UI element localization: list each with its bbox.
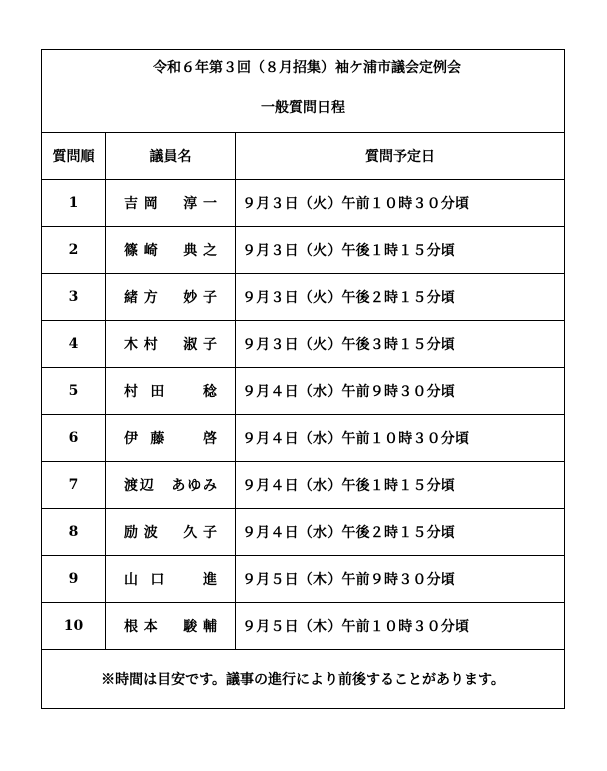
order-cell: 3 xyxy=(42,274,106,321)
date-cell: ９月３日（火）午後１時１５分頃 xyxy=(236,227,565,274)
member-cell: 山口 進 xyxy=(106,556,236,603)
member-cell: 緒方 妙子 xyxy=(106,274,236,321)
order-cell: 5 xyxy=(42,368,106,415)
table-row xyxy=(42,368,565,415)
member-cell: 伊藤 啓 xyxy=(106,415,236,462)
order-cell: 4 xyxy=(42,321,106,368)
date-cell: ９月３日（火）午後３時１５分頃 xyxy=(236,321,565,368)
header-member: 議員名 xyxy=(106,133,236,180)
table-row xyxy=(42,415,565,462)
date-cell: ９月４日（水）午前１０時３０分頃 xyxy=(236,415,565,462)
header-date: 質問予定日 xyxy=(236,133,565,180)
member-cell: 吉岡 淳一 xyxy=(106,180,236,227)
table-row xyxy=(42,274,565,321)
member-cell: 渡辺 あゆみ xyxy=(106,462,236,509)
date-cell: ９月３日（火）午前１０時３０分頃 xyxy=(236,180,565,227)
footnote: ※時間は目安です。議事の進行により前後することがあります。 xyxy=(42,650,565,709)
schedule-title: 一般質問日程 xyxy=(261,100,346,116)
order-cell: 9 xyxy=(42,556,106,603)
question-schedule-table xyxy=(41,49,565,709)
order-cell: 6 xyxy=(42,415,106,462)
table-row xyxy=(42,321,565,368)
session-title: 令和６年第３回（８月招集）袖ケ浦市議会定例会 xyxy=(153,60,462,76)
table-row xyxy=(42,603,565,650)
table-row xyxy=(42,462,565,509)
member-cell: 根本 駿輔 xyxy=(106,603,236,650)
table-row xyxy=(42,509,565,556)
date-cell: ９月４日（水）午後２時１５分頃 xyxy=(236,509,565,556)
title-block xyxy=(42,50,565,133)
table-row xyxy=(42,227,565,274)
order-cell: 7 xyxy=(42,462,106,509)
member-cell: 木村 淑子 xyxy=(106,321,236,368)
date-cell: ９月４日（水）午前９時３０分頃 xyxy=(236,368,565,415)
order-cell: 8 xyxy=(42,509,106,556)
order-cell: 1 xyxy=(42,180,106,227)
date-cell: ９月５日（木）午前９時３０分頃 xyxy=(236,556,565,603)
member-cell: 励波 久子 xyxy=(106,509,236,556)
member-cell: 村田 稔 xyxy=(106,368,236,415)
date-cell: ９月４日（水）午後１時１５分頃 xyxy=(236,462,565,509)
order-cell: 10 xyxy=(42,603,106,650)
table-row xyxy=(42,180,565,227)
header-order: 質問順 xyxy=(42,133,106,180)
date-cell: ９月５日（木）午前１０時３０分頃 xyxy=(236,603,565,650)
table-row xyxy=(42,556,565,603)
member-cell: 篠崎 典之 xyxy=(106,227,236,274)
order-cell: 2 xyxy=(42,227,106,274)
header-row xyxy=(42,133,565,180)
date-cell: ９月３日（火）午後２時１５分頃 xyxy=(236,274,565,321)
